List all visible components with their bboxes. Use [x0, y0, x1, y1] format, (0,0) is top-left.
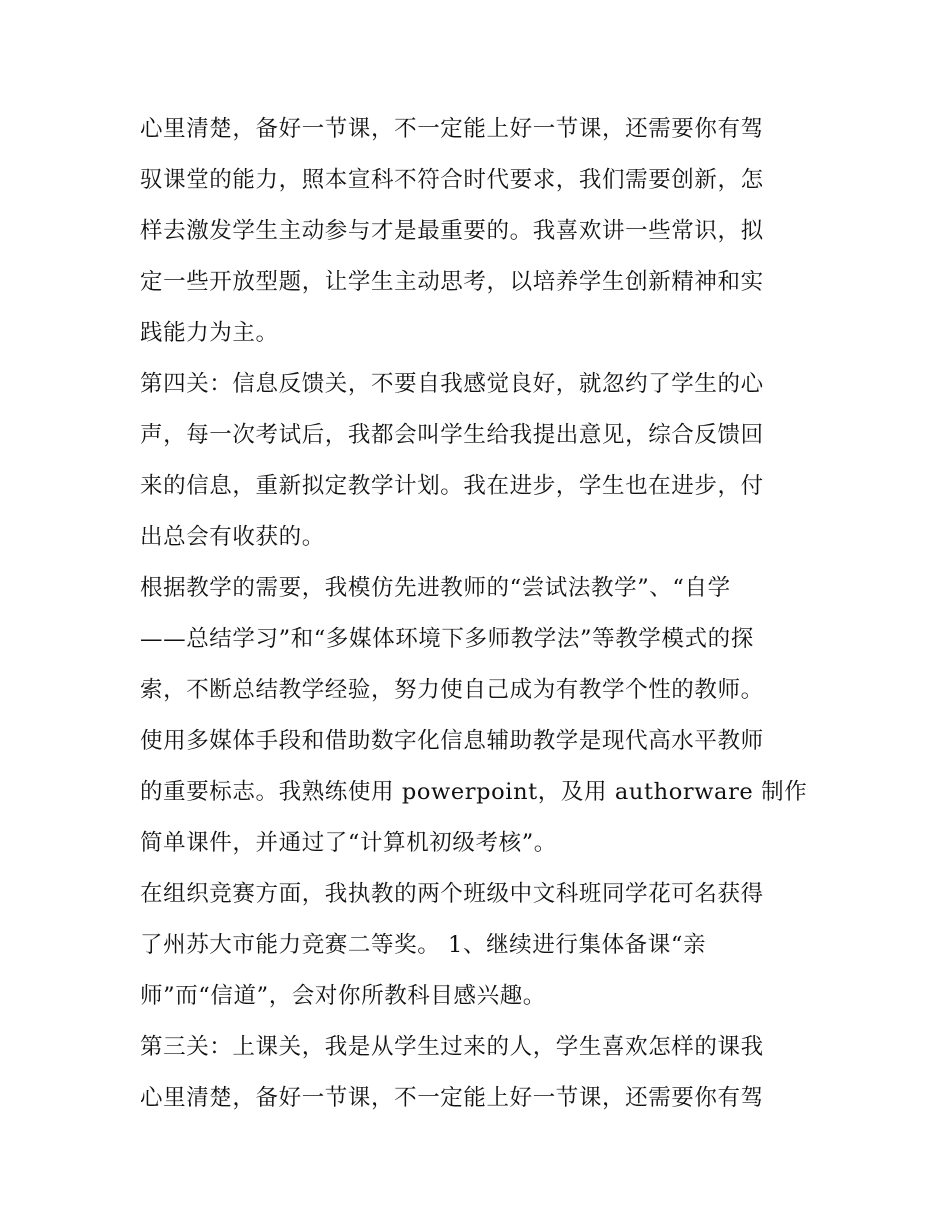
text-line-12: 索，不断总结教学经验，努力使自己成为有教学个性的教师。 — [140, 677, 764, 703]
text-line-15: 简单课件，并通过了“计算机初级考核”。 — [140, 830, 557, 856]
text-line-18: 师”而“信道”，会对你所教科目感兴趣。 — [140, 983, 546, 1009]
text-line-17: 了州苏大市能力竞赛二等奖。 1、继续进行集体备课“亲 — [140, 932, 707, 958]
text-line-13: 使用多媒体手段和借助数字化信息辅助教学是现代高水平教师 — [140, 728, 764, 754]
text-line-9: 出总会有收获的。 — [140, 524, 325, 550]
text-line-2: 驭课堂的能力，照本宣科不符合时代要求，我们需要创新，怎 — [140, 167, 764, 193]
text-line-16: 在组织竞赛方面，我执教的两个班级中文科班同学花可名获得 — [140, 881, 764, 907]
text-line-4: 定一些开放型题，让学生主动思考，以培养学生创新精神和实 — [140, 269, 764, 295]
text-line-19: 第三关：上课关，我是从学生过来的人，学生喜欢怎样的课我 — [140, 1034, 764, 1060]
text-line-3: 样去激发学生主动参与才是最重要的。我喜欢讲一些常识，拟 — [140, 218, 764, 244]
text-line-14: 的重要标志。我熟练使用 powerpoint，及用 authorware 制作 — [140, 779, 808, 805]
text-line-20: 心里清楚，备好一节课，不一定能上好一节课，还需要你有驾 — [140, 1085, 764, 1111]
text-line-8: 来的信息，重新拟定教学计划。我在进步，学生也在进步，付 — [140, 473, 764, 499]
text-line-5: 践能力为主。 — [140, 320, 279, 346]
text-line-7: 声，每一次考试后，我都会叫学生给我提出意见，综合反馈回 — [140, 422, 764, 448]
text-line-11: ——总结学习”和“多媒体环境下多师教学法”等教学模式的探 — [140, 626, 754, 652]
document-body — [140, 104, 812, 1124]
text-line-1: 心里清楚，备好一节课，不一定能上好一节课，还需要你有驾 — [140, 116, 764, 142]
text-line-6: 第四关：信息反馈关，不要自我感觉良好，就忽约了学生的心 — [140, 371, 764, 397]
text-line-10: 根据教学的需要，我模仿先进教师的“尝试法教学”、“自学 — [140, 575, 731, 601]
